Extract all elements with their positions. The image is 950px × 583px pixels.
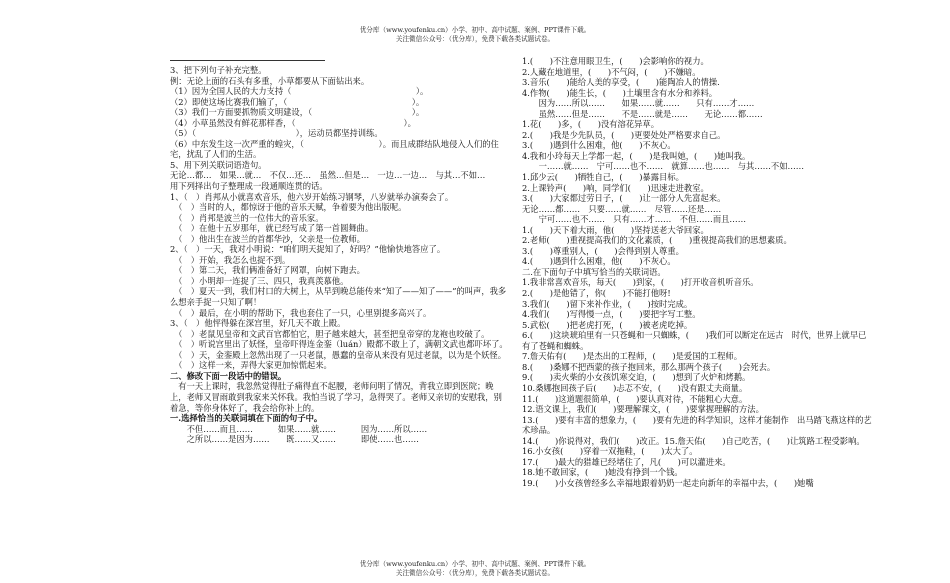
section-heading: 用下列择出句子整理成一段通顺连贯的话。 (170, 181, 328, 192)
left-line: （ ）在他十五岁那年，就已经写成了第一首圆舞曲。 (170, 223, 374, 234)
left-line: （1）因为全国人民的大力支持（ ）。 (170, 86, 429, 97)
left-line: （4）小草虽然没有鲜花那样香，（ ）。 (170, 117, 416, 128)
right-line: 6.( )这块琥珀里有一只苍蝇和一只蜘蛛，( )我们可以断定在远古 时代，世界上就早已有了苍蝇和蜘蛛。 (522, 330, 867, 351)
right-line: 4.我们( )写得慢一点，( )要把字写工整。 (522, 309, 701, 320)
right-line: 2.( )是他错了，你( )不能打他呀! (522, 288, 671, 299)
left-line: （ ）肖邦是波兰的一位伟大的音乐家。 (170, 212, 324, 223)
left-line: （ ）最后，在小明的帮助下，我也套住了一只，心里别提多高兴了。 (170, 307, 432, 318)
right-line: 14.( )你说得对，我们( )改正。15.詹天佑( )自己吃苦，( )让筑路工程受影响。 (522, 435, 865, 446)
right-line: 18.她不敢回家，( )她没有挣到一个钱。 (522, 467, 683, 478)
right-line: 7.詹天佑有( )是杰出的工程师，( )是爱国的工程师。 (522, 351, 742, 362)
right-line: 11.( )这道题很简单，( )要认真对待，不能粗心大意。 (522, 393, 748, 404)
page-header (0, 26, 950, 44)
right-line: 一……就…… 宁可……也不…… 就算……也…… 与其……不如…… (522, 161, 805, 172)
right-line: 3.音乐( )能给人美的享受，( )能陶冶人的情操. (522, 77, 720, 88)
footer-line-1: 优分库（www.youfenku.cn）小学、初中、高中试题、案例、PPT课件下载。 (359, 560, 591, 568)
left-line: （ ）这样一来，弄得大家更加惊慌起来。 (170, 360, 332, 371)
header-line-2: 关注微信公众号：（优分库），免费下载各类试题试卷。 (395, 35, 555, 43)
left-line: （ ）听说宫里出了妖怪，皇帝吓得连金銮（luán）殿都不敢上了，满朝文武也都吓坏了。 (170, 339, 508, 350)
left-line: （ ）老鼠见皇帝和文武百官都怕它，胆子越来越大，甚至把皇帝穿的龙袍也咬破了。 (170, 328, 490, 339)
right-column (522, 56, 874, 488)
left-line: （6）中东发生这一次严重的蝗灾，（ ）。而且成群结队地侵入人们的住宅，扰乱了人们的生活。 (170, 138, 499, 160)
right-line: 8.( )桑娜不把西蒙的孩子抱回来，那么那两个孩子( )会死去。 (522, 361, 776, 372)
right-line: 2.老师( )重视提高我们的文化素质，( )重视提高我们的思想素质。 (522, 235, 792, 246)
left-line: （5）（ ），运动员都坚持训练。 (170, 128, 383, 139)
right-line: 3.( )尊重别人，( )会得到别人尊重。 (522, 245, 684, 256)
right-line: 因为……所以…… 如果……就…… 只有……才…… (522, 98, 755, 109)
left-line: （2）即使这场比赛我们输了，（ ）。 (170, 96, 425, 107)
right-line: 5.武松( )把老虎打死，( )被老虎吃掉。 (522, 319, 693, 330)
right-line: 3.( )遇到什么困难，他( )不灰心。 (522, 140, 676, 151)
right-line: 2.( )我是少先队员，( )更要处处严格要求自己。 (522, 129, 726, 140)
left-line: （ ）第二天，我们俩准备好了网罩，向树下跑去。 (170, 265, 365, 276)
right-line: 17.( )最大的猎雄已经堵住了，凡( )可以灌进来。 (522, 456, 731, 467)
right-line: 1.我非常喜欢音乐，每天( )到家，( )打开收音机听音乐。 (522, 277, 759, 288)
right-line: 10.桑娜抱回孩子后( )忐忑不安，( )没有跟丈夫商量。 (522, 382, 748, 393)
left-line: （ ）小明却一连捉了三、四只，我真羡慕他。 (170, 275, 349, 286)
left-line: 2、（ ）一天，我对小明说：“咱们明天捉知了，好吗？”他愉快地答应了。 (170, 244, 446, 255)
right-line: 2.上课铃声( )响，同学们( )迅速走进教室。 (522, 182, 709, 193)
right-line: 19.( )小女孩曾经多么幸福地跟着奶奶一起走向新年的幸福中去，( )她嘴 (522, 477, 814, 488)
left-column (170, 60, 510, 445)
right-line: 2.人藏在地道里，( )不气闷，( )不嫌暗。 (522, 66, 701, 77)
left-line: 例：无论上面的石头有多重，小草都要从下面钻出来。 (170, 75, 370, 86)
right-line: 无论……都…… 只要……就…… 尽管……还是…… (522, 203, 722, 214)
header-line-1: 优分库（www.youfenku.cn）小学、初中、高中试题、案例、PPT课件下载。 (359, 26, 591, 34)
right-line: 1.( )不注意用眼卫生，( )会影响你的视力。 (522, 56, 709, 66)
left-line: 无论…都… 如果…就… 不仅…还… 虽然…但是… 一边…一边… 与其…不如… (170, 170, 486, 181)
page-footer (0, 560, 950, 578)
left-line: 不但……而且…… 如果……就…… 因为……所以…… (170, 423, 428, 434)
right-line: 1.邱少云( )牺牲自己，( )暴露目标。 (522, 172, 684, 183)
left-line: 1、（ ）肖邦从小就喜欢音乐，他六岁开始练习钢琴，八岁就举办演奏会了。 (170, 191, 454, 202)
right-line: 1.( )天下着大雨，他( )坚持送老大爷回家。 (522, 224, 709, 235)
left-line: （ ）当时的人，都惊讶于他的音乐天赋，争着要为他出版呢。 (170, 202, 407, 213)
right-line: 16.小女孩( )穿着一双拖鞋，( )太大了。 (522, 446, 698, 457)
left-line: （3）我们一方面要抓物质文明建设，（ ）。 (170, 107, 425, 118)
right-line: 虽然……但是…… 不是……就是…… 无论……都…… (522, 108, 763, 119)
right-line: 3.我们( )留下来补作业，( )按时完成。 (522, 298, 693, 309)
right-line: 4.作物( )能生长，( )土壤里含有水分和养料。 (522, 87, 718, 98)
section-heading: 二.在下面句子中填写恰当的关联词语。 (522, 266, 666, 277)
left-line: （ ）夏天一到，我们村口的大树上，从早到晚总能传来“知了——知了——”的叫声，我多么想亲手捉一只知了啊！ (170, 286, 507, 308)
right-line: 12.语文课上，我们( )要理解课文，( )要掌握理解的方法。 (522, 404, 764, 415)
right-line: 9.( )卖火柴的小女孩饥寒交迫，( )想到了火炉和烤鹅。 (522, 372, 751, 383)
right-line: 1.花( )多，( )没有溶花异草。 (522, 119, 660, 130)
section-heading: 5、用下列关联词语造句。 (170, 159, 267, 170)
left-line: 3、把下列句子补充完整。 (170, 65, 267, 75)
left-line: 之所以……是因为…… 既……又…… 即使……也…… (170, 434, 419, 445)
right-line: 宁可……也不…… 只有……才…… 不但……而且…… (522, 214, 747, 225)
right-line: 4.( )遇到什么困难，他( )不灰心。 (522, 256, 676, 267)
left-line: （ ）天，金銮殿上忽然出现了一只老鼠，愚蠢的皇帝从来没有见过老鼠，以为是个妖怪。 (170, 349, 507, 360)
left-line: （ ）开始，我怎么也捉不到。 (170, 254, 291, 265)
right-line: 13.( )要有丰富的想象力，( )要有先进的科学知识，这样才能制作 出马踏飞燕这样的艺术珍品。 (522, 414, 872, 436)
left-line: 3、（ ）他怦得躲在深宫里，好几天不敢上殿。 (170, 318, 346, 329)
right-line: 3.( )大家都过劳日子，( )让一部分人先富起来。 (522, 193, 726, 204)
right-line: 4.我和小玲每天上学都一起，( )是我叫她，( )她叫我。 (522, 150, 751, 161)
left-paragraph: 有一天上课时，我忽然觉得肚子痛得直不起腰，老师问明了情况，背我立即到医院；晚上，老师又冒雨敢到我家来关怀我。我怕当说了学习，急得哭了。老师又亲切的安慰我，别着急，等你身体好了，我会给你补上的。 (170, 381, 502, 413)
section-heading: 一.选择恰当的关联词填在下面的句子中。 (170, 413, 323, 424)
section-heading: 二、修改下面一段话中的错误。 (170, 370, 287, 381)
fill-line (170, 60, 325, 61)
footer-line-2: 关注微信公众号：（优分库），免费下载各类试题试卷。 (395, 569, 555, 577)
left-line: （ ）他出生在波兰的首都华沙，父亲是一位教师。 (170, 233, 365, 244)
